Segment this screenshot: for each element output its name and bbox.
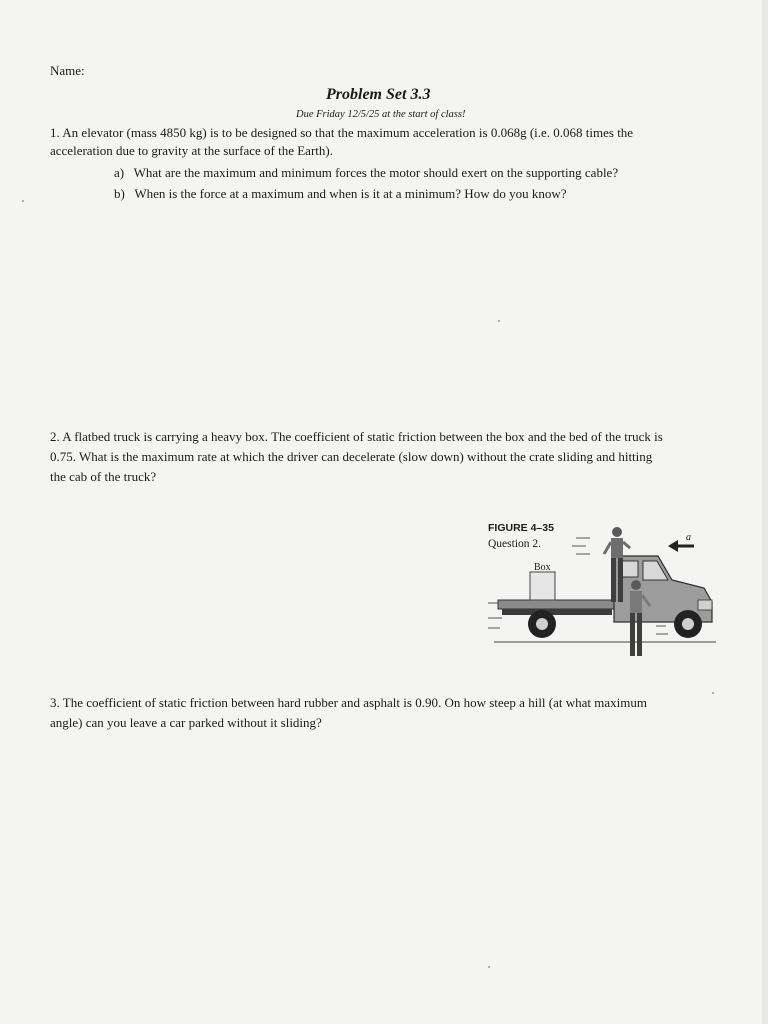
figure-caption: Question 2.: [488, 538, 542, 550]
paper-edge: [762, 0, 768, 1024]
box-label: Box: [534, 562, 551, 573]
acceleration-label: a: [686, 532, 691, 543]
question-3-text-line-1: 3. The coefficient of static friction between hard rubber and asphalt is 0.90. On how steep a hill (at what maximum: [50, 695, 647, 710]
paper-speck: [498, 320, 500, 322]
name-label: Name:: [50, 63, 85, 78]
page-title: Problem Set 3.3: [326, 86, 431, 103]
figure-label: FIGURE 4–35: [488, 522, 554, 534]
question-1b: b) When is the force at a maximum and when is it at a minimum? How do you know?: [114, 186, 567, 201]
paper-speck: [712, 692, 714, 694]
question-2-text-line-2: 0.75. What is the maximum rate at which the driver can decelerate (slow down) without the crate sliding and hitting: [50, 449, 653, 464]
due-date: Due Friday 12/5/25 at the start of class!: [296, 109, 466, 120]
question-2-text-line-1: 2. A flatbed truck is carrying a heavy box. The coefficient of static friction between the box and the bed of the truck is: [50, 429, 663, 444]
question-1-text-line-1: 1. An elevator (mass 4850 kg) is to be designed so that the maximum acceleration is 0.068g (i.e. 0.068 times the: [50, 125, 634, 140]
question-1-text-line-2: acceleration due to gravity at the surface of the Earth).: [50, 143, 333, 158]
question-3-text-line-2: angle) can you leave a car parked without it sliding?: [50, 715, 322, 730]
question-1a: a) What are the maximum and minimum forces the motor should exert on the supporting cable?: [114, 165, 619, 180]
paper-speck: [488, 966, 490, 968]
question-2-text-line-3: the cab of the truck?: [50, 469, 157, 484]
figure-4-35: [486, 518, 722, 668]
paper-speck: [22, 200, 24, 202]
